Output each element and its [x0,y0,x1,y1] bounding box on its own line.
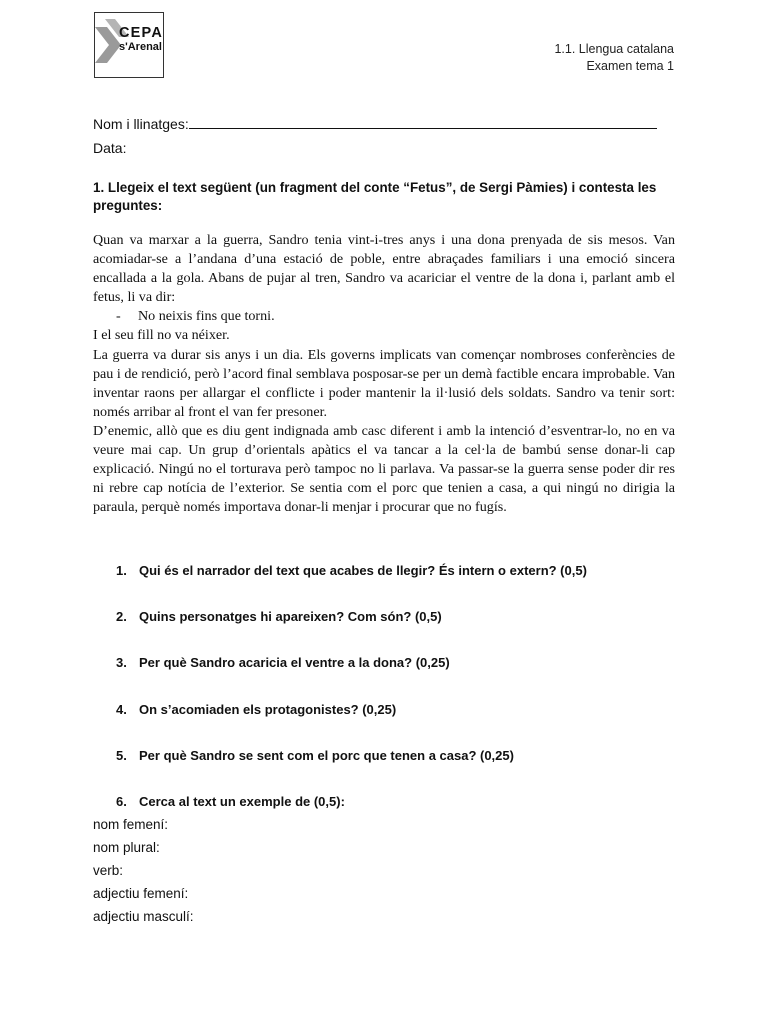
dialogue-text: No neixis fins que torni. [138,308,275,325]
question-1: 1. Qui és el narrador del text que acabes de llegir? És intern o extern? (0,5) [116,563,587,578]
course-label: 1.1. Llengua catalana [554,42,674,56]
logo-text-arenal: s'Arenal [119,41,162,53]
question-6: 6. Cerca al text un exemple de (0,5): [116,794,345,809]
question-2: 2. Quins personatges hi apareixen? Com són? (0,5) [116,609,442,624]
answer-item-adjectiu-masculi: adjectiu masculí: [93,909,194,924]
school-logo [94,12,164,78]
date-label: Data: [93,140,127,156]
answer-item-verb: verb: [93,863,124,878]
name-field [93,116,657,132]
paragraph: La guerra va durar sis anys i un dia. Els governs implicats van començar nombroses conferències de pau i de rendició, però l’acord final semblava posposar-se per un demà factible encara improbable. Van inventar raons per allargar el conflicte i poder mantenir la il·lusió dels soldats. Sandro va tenir sort: només arribar al front el van fer presoner. [93,346,675,420]
exercise-title: 1. Llegeix el text següent (un fragment del conte “Fetus”, de Sergi Pàmies) i contesta les preguntes: [93,180,657,213]
dialogue-line: - No neixis fins que torni. [116,308,275,325]
exam-label: Examen tema 1 [586,59,674,73]
answer-item-nom-femeni: nom femení: [93,817,169,832]
question-5: 5. Per què Sandro se sent com el porc que tenen a casa? (0,25) [116,748,514,763]
question-3: 3. Per què Sandro acaricia el ventre a la dona? (0,25) [116,655,450,670]
name-label: Nom i llinatges: [93,116,189,132]
paragraph: Quan va marxar a la guerra, Sandro tenia vint-i-tres anys i una dona prenyada de sis mesos. Van acomiadar-se a l’andana d’una estació de poble, entre abraçades familiars i una emoció sincera encallada a la gola. Abans de pujar al tren, Sandro va acariciar el ventre de la dona i, parlant amb el fetus, li va dir: [93,232,675,306]
paragraph: D’enemic, allò que es diu gent indignada amb casc diferent i amb la intenció d’esventrar-lo, no en va veure mai cap. Un grup d’orientals apàtics el va tancar a la cel·la de bambú sense donar-li cap explicació. Ningú no el torturava però tampoc no li parlava. Va passar-se la guerra sense poder dir res ni rebre cap notícia de l’exterior. Se sentia com el porc que tenien a casa, a qui ningú no dirigia la paraula, perquè només importava donar-li menjar i procurar que no fugís. [93,422,675,516]
answer-item-adjectiu-femeni: adjectiu femení: [93,886,189,901]
logo-text-cepa: CEPA [119,25,164,41]
date-field [93,140,126,156]
reading-text [93,231,675,517]
name-input-line[interactable] [189,116,657,129]
paragraph: I el seu fill no va néixer. [93,327,230,344]
question-4: 4. On s’acomiaden els protagonistes? (0,25) [116,702,397,717]
answer-item-nom-plural: nom plural: [93,840,160,855]
